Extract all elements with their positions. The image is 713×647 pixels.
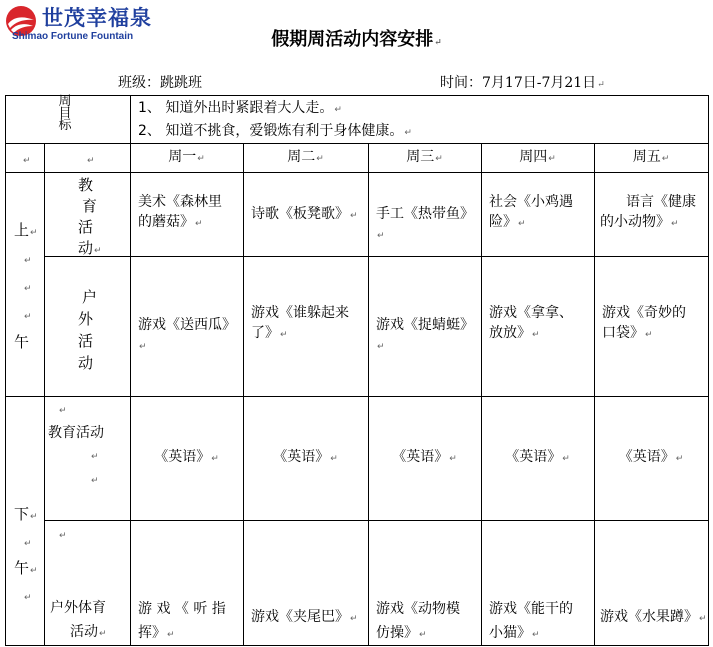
afternoon-outdoor-fri: 游戏《水果蹲》↵ — [600, 609, 707, 625]
morning-education-thu: 社会《小鸡遇 险》↵ — [489, 194, 573, 230]
afternoon-education-tue: 《英语》↵ — [273, 449, 338, 465]
goals-list — [138, 98, 698, 144]
afternoon-education-mon: 《英语》↵ — [154, 449, 219, 465]
afternoon-education-wed: 《英语》↵ — [392, 449, 457, 465]
afternoon-outdoor-label: 户外体育 活动↵ — [50, 600, 107, 640]
morning-education-label: 教 育 活 动↵ — [78, 176, 102, 257]
afternoon-outdoor-wed: 游戏《动物模 仿操》↵ — [376, 601, 460, 641]
class-label: 班级：跳跳班 — [118, 75, 202, 91]
morning-label: 上↵ ↵ ↵ ↵ 午 — [14, 221, 38, 351]
goal-item: 1、 知道外出时紧跟着大人走。↵ — [138, 100, 342, 116]
day-header-fri: 周五↵ — [632, 149, 670, 165]
morning-outdoor-wed: 游戏《捉蜻蜓》↵ — [376, 317, 474, 352]
day-header-tue: 周二↵ — [287, 149, 324, 165]
afternoon-label: 下↵ ↵ 午↵ ↵ — [14, 505, 38, 603]
afternoon-education-label: ↵ 教育活动 ↵ ↵ — [48, 406, 104, 486]
afternoon-outdoor-mon: 游 戏 《 听 指 挥》↵ — [138, 601, 226, 641]
morning-outdoor-mon: 游戏《送西瓜》↵ — [138, 317, 236, 352]
page-title: 假期周活动内容安排↵ — [271, 29, 442, 50]
header-empty-2: ↵ — [87, 156, 95, 166]
morning-outdoor-tue: 游戏《谁躲起来 了》↵ — [251, 305, 349, 341]
header-empty-1: ↵ — [23, 156, 31, 166]
logo-chinese-text: 世茂幸福泉 — [42, 6, 152, 30]
day-header-thu: 周四↵ — [519, 149, 556, 165]
morning-outdoor-label: 户 外 活 动 — [78, 288, 98, 372]
afternoon-outdoor-mark: ↵ — [59, 531, 67, 541]
morning-education-mon: 美术《森林里 的蘑菇》↵ — [138, 194, 222, 230]
morning-education-fri: 语言《健康 的小动物》↵ — [600, 194, 696, 230]
goal-item: 2、 知道不挑食，爱锻炼有利于身体健康。↵ — [138, 123, 412, 139]
morning-education-wed: 手工《热带鱼》↵ — [376, 206, 474, 241]
afternoon-outdoor-thu: 游戏《能干的 小猫》↵ — [489, 601, 573, 641]
logo-english-text: Shimao Fortune Fountain — [12, 31, 134, 42]
afternoon-outdoor-tue: 游戏《夹尾巴》↵ — [251, 609, 358, 625]
morning-outdoor-fri: 游戏《奇妙的 口袋》↵ — [602, 305, 686, 341]
day-header-wed: 周三↵ — [406, 149, 443, 165]
morning-education-tue: 诗歌《板凳歌》↵ — [251, 206, 358, 222]
goals-label: 周 目 标 — [58, 94, 72, 133]
day-header-mon: 周一↵ — [168, 149, 205, 165]
afternoon-education-fri: 《英语》↵ — [618, 449, 684, 465]
morning-outdoor-thu: 游戏《拿拿、 放放》↵ — [489, 305, 573, 341]
time-label: 时间：7月17日-7月21日↵ — [440, 75, 605, 91]
afternoon-education-thu: 《英语》↵ — [505, 449, 570, 465]
